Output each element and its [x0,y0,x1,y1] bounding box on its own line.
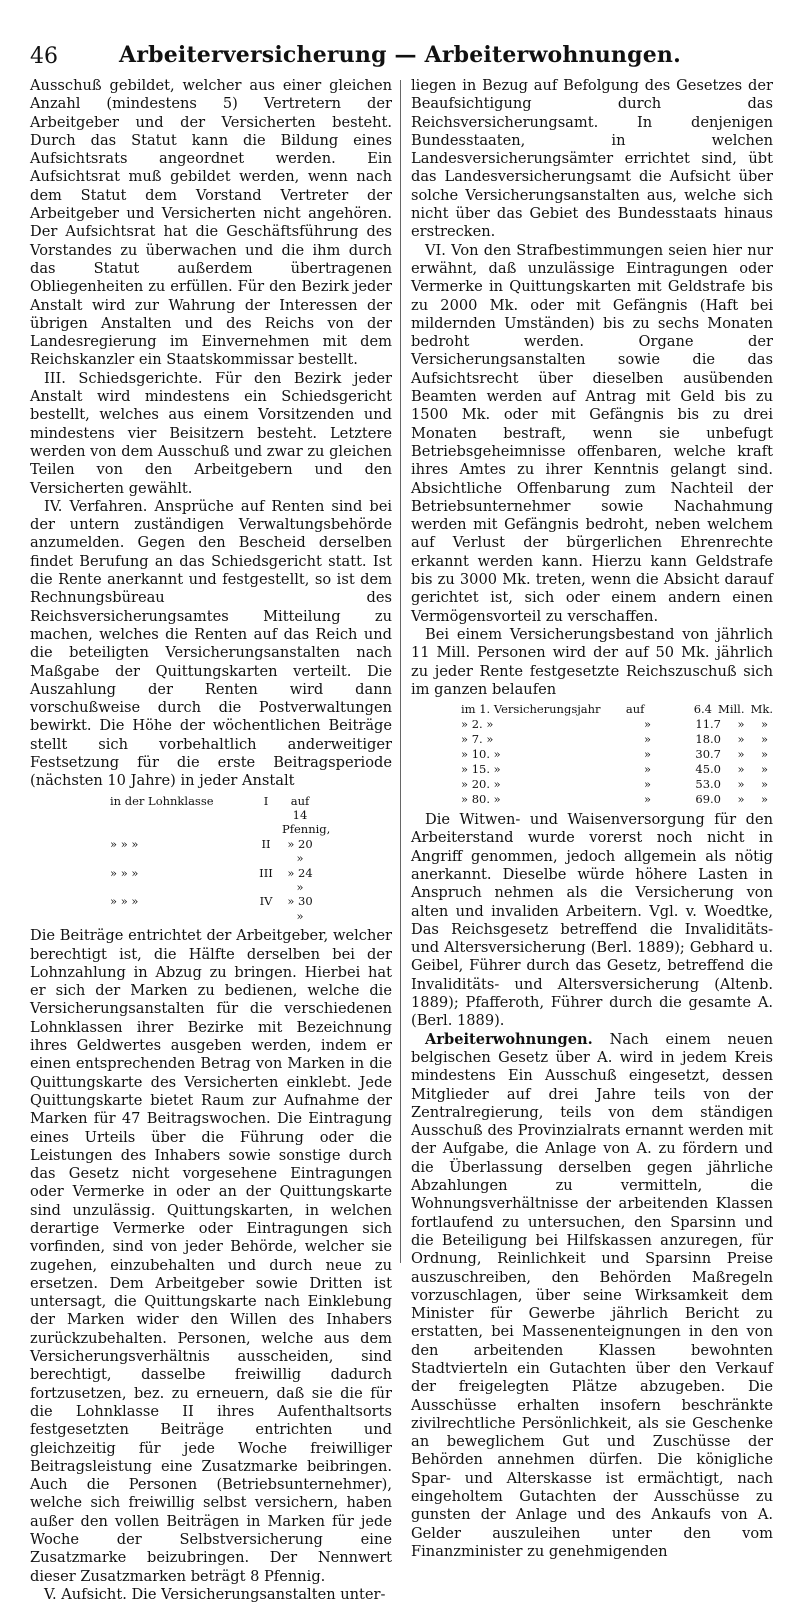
subsidy-table [461,702,773,807]
column-divider [400,80,401,1263]
paragraph-strafbestimmungen: VI. Von den Strafbestimmungen seien hier nur erwähnt, daß unzulässige Eintragungen oder Vermerke in Quittungskarten mit Geldstrafe bis zu 2000 Mk. oder mit Gefängnis (Haft bei mildernden Umständen) bis zu sechs Monaten bedroht werden. Organe der Versicherungsanstalten sowie die das Aufsichtsrecht über dieselben ausübenden Beamten werden auf Antrag mit Geld bis zu 1500 Mk. oder mit Gefängnis bis zu drei Monaten bestraft, wenn sie unbefugt Betriebsgeheimnisse offenbaren, welche kraft ihres Amtes zu ihrer Kenntnis gelangt sind. Absichtliche Offenbarung zum Nachteil der Betriebsunternehmer sowie Nachahmung werden mit Gefängnis bedroht, neben welchem auf Verlust der bürgerlichen Ehrenrechte erkannt werden kann. Hierzu kann Geldstrafe bis zu 3000 Mk. treten, wenn die Absicht darauf gerichtet ist, sich oder einem andern einen Vermögensvorteil zu verschaffen. [411,241,773,625]
table-row: » 2. » » 11.7 » » [461,717,769,732]
table-row: » » » IV » 30 » [110,894,313,923]
table-row: » 7. » » 18.0 » » [461,732,769,747]
table-row: » 10. » » 30.7 » » [461,747,769,762]
paragraph-arbeiterwohnungen [411,1031,773,1562]
paragraph-aufsicht: V. Aufsicht. Die Versicherungsanstalten unter- [44,1585,386,1603]
right-column [411,77,773,1560]
paragraph-beitraege: Die Beiträge entrichtet der Arbeitgeber, welcher berechtigt ist, die Hälfte derselben bei der Lohnzahlung in Abzug zu bringen. Hierbei hat er sich der Marken zu bedienen, welche die Versicherungsanstalten für die verschiedenen Lohnklassen ihrer Bezirke mit Bezeichnung ihres Geldwertes ausgeben werden, indem er einen entsprechenden Betrag von Marken in die Quittungskarte des Versicherten einklebt. Jede Quittungskarte bietet Raum zur Aufnahme der Marken für 47 Beitragswochen. Die Eintragung eines Urteils über die Führung oder die Leistungen des Inhabers sowie sonstige durch das Gesetz nicht vorgesehene Eintragungen oder Vermerke in oder an der Quittungskarte sind unzulässig. Quittungskarten, in welchen derartige Vermerke oder Eintragungen sich vorfinden, sind von jeder Behörde, welcher sie zugehen, einzubehalten und durch neue zu ersetzen. Dem Arbeitgeber sowie Dritten ist untersagt, die Quittungskarte nach Einklebung der Marken wider den Willen des Inhabers zurückzubehalten. Personen, welche aus dem Versicherungsverhältnis ausscheiden, sind berechtigt, dasselbe freiwillig dadurch fortzusetzen, bez. zu erneuern, daß sie die für die Lohnklasse II ihres Aufenthaltsorts festgesetzten Beiträge entrichten und gleichzeitig für jede Woche freiwilliger Beitragsleistung eine Zusatzmarke beibringen. Auch die Personen (Betriebsunternehmer), welche sich freiwillig selbst versichern, haben außer den vollen Beiträgen in Marken für jede Woche der Selbstversicherung eine Zusatzmarke beizubringen. Der Nennwert dieser Zusatzmarken beträgt 8 Pfennig. [30,927,392,1585]
table-row: » 20. » » 53.0 » » [461,777,769,792]
table-row: im 1. Versicherungsjahr auf 6.4 Mill. Mk. [461,702,773,717]
page-header [30,40,770,74]
table-row: » » » II » 20 » [110,836,313,866]
paragraph-aufsicht-cont: liegen in Bezug auf Befolgung des Gesetzes der Beaufsichtigung durch das Reichsversicherungsamt. In denjenigen Bundesstaaten, in welchen Landesversicherungsämter errichtet sind, übt das Landesversicherungsamt die Aufsicht über solche Versicherungsanstalten aus, welche sich nicht über das Gebiet des Bundesstaats hinaus erstrecken. [411,77,773,241]
table-row: in der Lohnklasse I auf 14 Pfennig, [110,793,331,837]
page-number: 46 [30,44,58,69]
table-row: » 15. » » 45.0 » » [461,762,769,777]
paragraph-schiedsgerichte: III. Schiedsgerichte. Für den Bezirk jeder Anstalt wird mindestens ein Schiedsgericht bestellt, welches aus einem Vorsitzenden und mindestens vier Beisitzern besteht. Letztere werden von dem Ausschuß und zwar zu gleichen Teilen von den Arbeitgebern und den Versicherten gewählt. [30,369,392,497]
left-column [30,77,392,1603]
table-row: » » » III » 24 » [110,865,313,895]
paragraph-verfahren: IV. Verfahren. Ansprüche auf Renten sind bei der untern zuständigen Verwaltungsbehörde anzumelden. Gegen den Bescheid derselben findet Berufung an das Schiedsgericht statt. Ist die Rente anerkannt und festgestellt, so ist dem Rechnungsbüreau des Reichsversicherungsamtes Mitteilung zu machen, welches die Renten auf das Reich und die beteiligten Versicherungsanstalten nach Maßgabe der Quittungskarten verteilt. Die Auszahlung der Renten wird dann vorschußweise durch die Postverwaltungen bewirkt. Die Höhe der wöchentlichen Beiträge stellt sich vorbehaltlich anderweitiger Festsetzung für die erste Beitragsperiode (nächsten 10 Jahre) in jeder Anstalt [30,497,392,790]
paragraph-witwenversorgung: Die Witwen- und Waisenversorgung für den Arbeiterstand wurde vorerst noch nicht in Angriff genommen, jedoch allgemein als nötig anerkannt. Dieselbe würde höhere Lasten in Anspruch nehmen als die Versicherung von alten und invaliden Arbeitern. Vgl. v. Woedtke, Das Reichsgesetz betreffend die Invaliditäts- und Altersversicherung (Berl. 1889); Gebhard u. Geibel, Führer durch das Gesetz, betreffend die Invaliditäts- und Altersversicherung (Altenb. 1889); Pfafferoth, Führer durch die gesamte A. (Berl. 1889). [411,811,773,1030]
table-row: » 80. » » 69.0 » » [461,792,769,807]
running-title: Arbeiterversicherung — Arbeiterwohnungen. [119,42,681,68]
contribution-table [110,794,392,924]
entry-heading: Arbeiterwohnungen. [425,1030,593,1048]
entry-body: Nach einem neuen belgischen Gesetz über A. wird in jedem Kreis mindestens Ein Ausschuß eingesetzt, dessen Mitglieder auf drei Jahre teils von der Zentralregierung, teils von dem ständigen Ausschuß des Provinzialrats ernannt werden mit der Aufgabe, die Anlage von A. zu fördern und die Überlassung derselben gegen jährliche Abzahlungen zu vermitteln, die Wohnungsverhältnisse der arbeitenden Klassen fortlaufend zu untersuchen, den Sparsinn und die Beteiligung bei Hilfskassen anzuregen, für Ordnung, Reinlichkeit und Sparsinn Preise auszuschreiben, den Behörden Maßregeln vorzuschlagen, über seine Wirksamkeit dem Minister für Gewerbe jährlich Bericht zu erstatten, bei Massenenteignungen in den von den arbeitenden Klassen bewohnten Stadtvierteln ein Gutachten über den Verkauf der freigelegten Plätze abzugeben. Die Ausschüsse erhalten insofern beschränkte zivilrechtliche Persönlichkeit, als sie Geschenke an beweglichem Gut und Zuschüsse der Behörden annehmen dürfen. Die königliche Spar- und Alterskasse ist ermächtigt, nach eingeholtem Gutachten der Ausschüsse zu gunsten der Anlage und des Ankaufs von A. Gelder auszuleihen unter den vom Finanzminister zu genehmigenden [411,1030,773,1560]
paragraph-ausschuss: Ausschuß gebildet, welcher aus einer gleichen Anzahl (mindestens 5) Vertretern der Arbeitgeber und der Versicherten besteht. Durch das Statut kann die Bildung eines Aufsichtsrats angeordnet werden. Ein Aufsichtsrat muß gebildet werden, wenn nach dem Statut dem Vorstand Vertreter der Arbeitgeber und Versicherten nicht angehören. Der Aufsichtsrat hat die Geschäftsführung des Vorstandes zu überwachen und die ihm durch das Statut außerdem übertragenen Obliegenheiten zu erfüllen. Für den Bezirk jeder Anstalt wird zur Wahrung der Interessen der übrigen Anstalten und des Reichs von der Landesregierung im Einvernehmen mit dem Reichskanzler ein Staatskommissar bestellt. [30,77,392,369]
paragraph-reichszuschuss: Bei einem Versicherungsbestand von jährlich 11 Mill. Personen wird der auf 50 Mk. jährlich zu jeder Rente festgesetzte Reichszuschuß sich im ganzen belaufen [411,625,773,698]
